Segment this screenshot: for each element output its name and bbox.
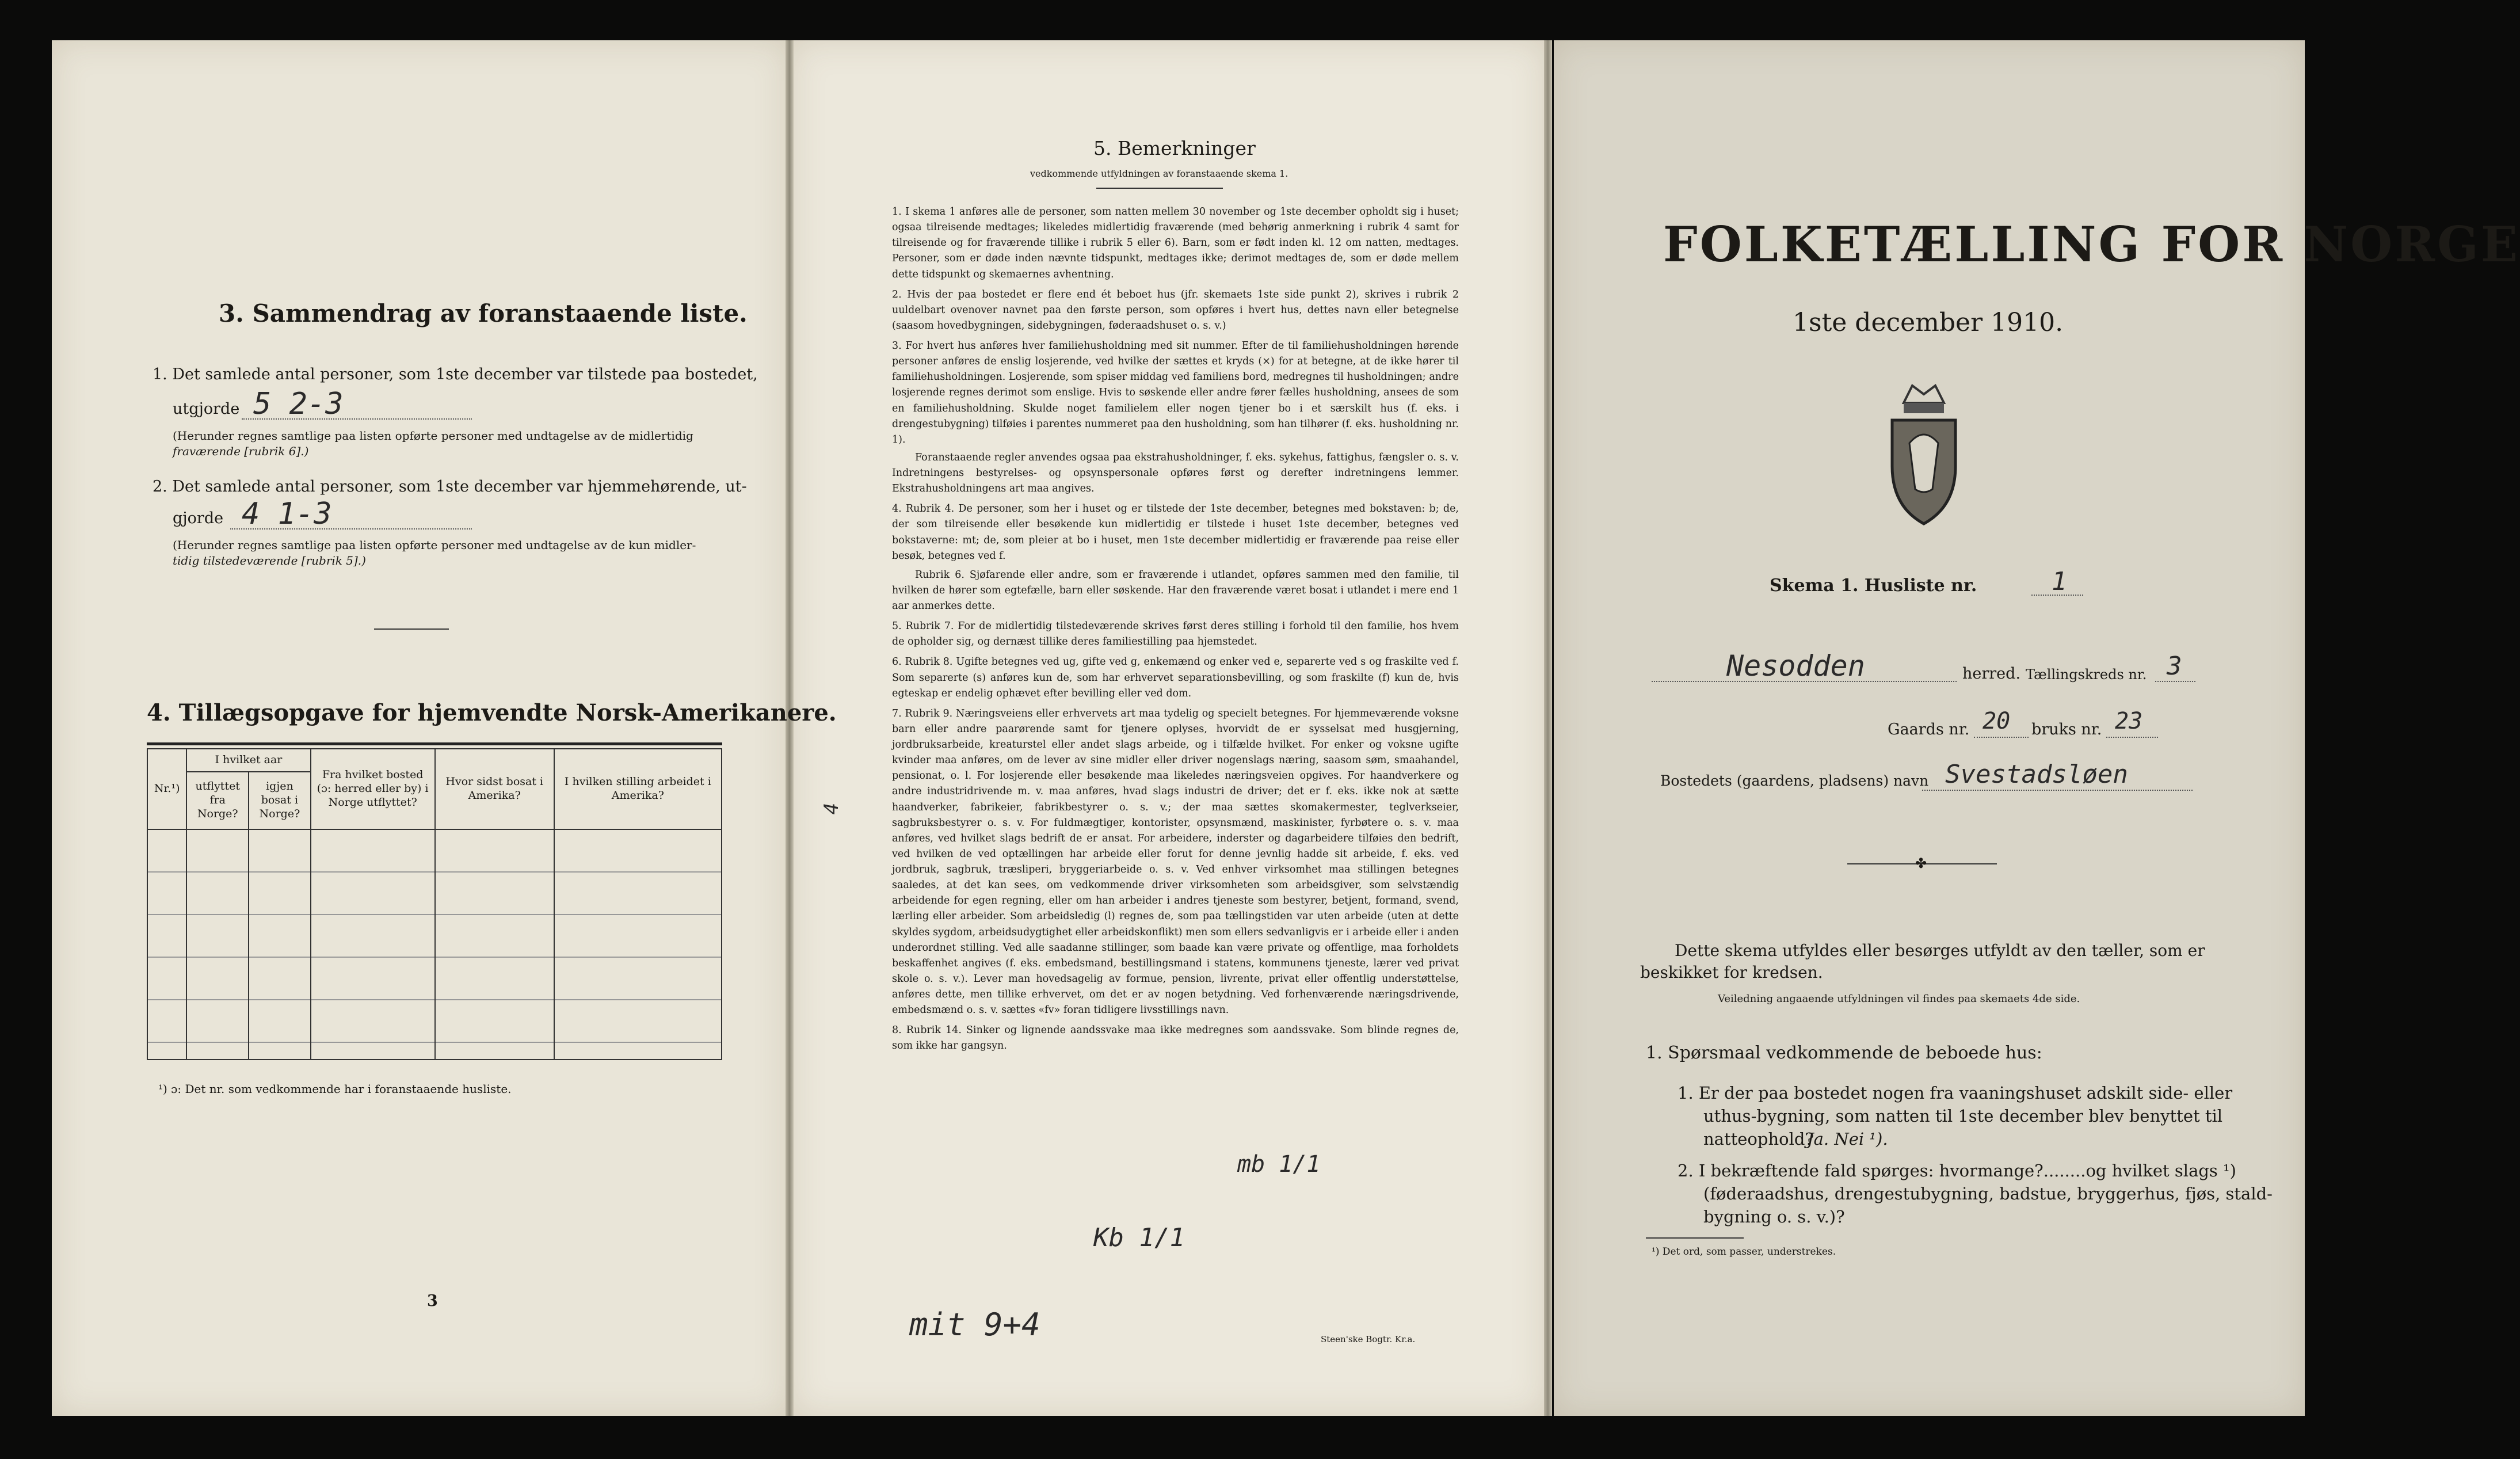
bosted-name: Svestadsløen [1945, 760, 2128, 789]
bottom-handwriting: mit 9+4 [909, 1306, 1040, 1343]
table-header: Hvor sidst bosat i Amerika? [435, 749, 554, 829]
remark-paragraph: 1. I skema 1 anføres alle de personer, som natten mellem 30 november og 1ste december opholdt sig i huset; ogsaa tilreisende medtages; likeledes midlertidig fraværende (med behørig anmerkning i rubrik 4 samt for tilreisende og for fraværende tillike i rubrik 5 eller 6). Barn, som er født inden kl. 12 om natten, medtages. Personer, som er døde inden nævnte tidspunkt, medtages ikke; derimot medtages de, som er døde mellem dette tidspunkt og skemaernes avhentning. [892, 206, 1459, 280]
skema-label: Skema 1. Husliste nr. [1770, 576, 1977, 596]
question-2: (føderaadshus, drengestubygning, badstue, bryggerhus, fjøs, stald- [1703, 1184, 2273, 1203]
main-title: FOLKETÆLLING FOR NORGE [1663, 216, 2520, 273]
margin-handwriting: 4 [820, 802, 844, 815]
bruks-line [2106, 737, 2158, 738]
table-header: Fra hvilket bosted (ɔ: herred eller by) i Norge utflyttet? [311, 749, 435, 829]
intro-text: Dette skema utfyldes eller besørges utfyldt av den tæller, som er [1675, 941, 2205, 960]
herred-label: herred. [1962, 665, 2021, 683]
remark-paragraph: 4. Rubrik 4. De personer, som her i huset og er tilstede der 1ste december, betegnes med bokstaven: b; de, der som tilreisende eller besøkende kun midlertidig er tilstede i huset 1ste december, betegnes ved bokstaverne: mt; de, som pleier at bo i huset, men 1ste december midlertidig er fraværende paa reise eller besøk, betegnes ved f. [892, 503, 1459, 562]
question-2: 2. I bekræftende fald spørges: hvormange?........og hvilket slags ¹) [1678, 1161, 2236, 1180]
q1-note: (Herunder regnes samtlige paa listen opførte personer med undtagelse av de midlertidig [173, 429, 693, 443]
census-date: 1ste december 1910. [1793, 308, 2064, 337]
page-number: 3 [427, 1292, 438, 1310]
question-1: natteophold? [1703, 1129, 1814, 1149]
q2-prefix: gjorde [173, 509, 224, 527]
section3-title: 3. Sammendrag av foranstaaende liste. [219, 299, 748, 327]
section1-title: 1. Spørsmaal vedkommende de beboede hus: [1646, 1043, 2042, 1063]
question-1-answer: Ja. Nei ¹). [1807, 1129, 1888, 1149]
bosted-line [1922, 790, 2193, 791]
ornament-icon: ✤ [1915, 855, 1927, 871]
bruks-number: 23 [2115, 708, 2143, 734]
gaards-number: 20 [1983, 708, 2011, 734]
printer-mark: Steen'ske Bogtr. Kr.a. [1321, 1334, 1416, 1344]
q1-text: 1. Det samlede antal personer, som 1ste december var tilstede paa bostedet, [153, 365, 758, 383]
bosted-label: Bostedets (gaardens, pladsens) navn [1660, 772, 1929, 789]
coat-of-arms-icon [1886, 380, 1961, 529]
tk-label: Tællingskreds nr. [2026, 666, 2147, 683]
remarks-subtitle: vedkommende utfyldningen av foranstaaende skema 1. [1030, 168, 1288, 179]
intro-text: beskikket for kredsen. [1640, 963, 1823, 982]
remark-paragraph: 2. Hvis der paa bostedet er flere end ét beboet hus (jfr. skemaets 1ste side punkt 2), skrives i rubrik 2 uuldelbart ovenover navnet paa den første person, som opføres i hvert hus, dettes navn eller betegnelse (saasom hovedbygningen, sidebygningen, føderaadshuset o. s. v.) [892, 288, 1459, 332]
intro-note: Veiledning angaaende utfyldningen vil findes paa skemaets 4de side. [1718, 993, 2080, 1005]
gaards-line [1974, 737, 2029, 738]
tk-line [2155, 681, 2195, 682]
table-footnote: ¹) ɔ: Det nr. som vedkommende har i foranstaaende husliste. [158, 1082, 512, 1096]
q2-text: 2. Det samlede antal personer, som 1ste december var hjemmehørende, ut- [153, 478, 747, 496]
question-1: uthus-bygning, som natten til 1ste december blev benyttet til [1703, 1106, 2223, 1126]
remark-paragraph: 6. Rubrik 8. Ugifte betegnes ved ug, gifte ved g, enkemænd og enker ved e, separerte ved s og fraskilte ved f. Som separerte (s) anføres kun de, som har erhvervet separationsbevilling, og som fraskilte (f) kun de, hvis egteskap er endelig ophævet efter bevilling eller ved dom. [892, 656, 1459, 699]
q1-prefix: utgjorde [173, 400, 240, 418]
remarks-title: 5. Bemerkninger [1093, 137, 1256, 159]
table-row [147, 829, 722, 1060]
page-fold [1544, 40, 1552, 1416]
q2-handwritten: 4 1-3 [242, 497, 332, 531]
section4-title: 4. Tillægsopgave for hjemvendte Norsk-Amerikanere. [147, 699, 837, 726]
remark-paragraph: Rubrik 6. Sjøfarende eller andre, som er fraværende i utlandet, opføres sammen med den familie, til hvilken de hører som egtefælle, barn eller søskende. Har den fraværende været bosat i utlandet i mere end 1 aar anmerkes dette. [892, 569, 1459, 612]
table-header: igjen bosat i Norge? [249, 772, 310, 829]
tk-number: 3 [2167, 652, 2182, 681]
remark-paragraph: 8. Rubrik 14. Sinker og lignende aandssvake maa ikke medregnes som aandssvake. Som blinde regnes de, som ikke har gangsyn. [892, 1024, 1459, 1052]
table-header-group: I hvilket aar [186, 749, 310, 772]
question-2: bygning o. s. v.)? [1703, 1207, 1845, 1226]
remark-paragraph: Foranstaaende regler anvendes ogsaa paa ekstrahusholdninger, f. eks. sykehus, fattighus, fængsler o. s. v. Indretningens bestyrelses- og opsynspersonale opføres først og derefter indretningens lemmer. Ekstrahusholdningens art maa angives. [892, 451, 1459, 495]
herred-name: Nesodden [1726, 649, 1865, 683]
question-1: 1. Er der paa bostedet nogen fra vaaningshuset adskilt side- eller [1678, 1083, 2233, 1103]
table-header: Nr.¹) [147, 749, 186, 829]
left-page [52, 40, 788, 1416]
page-fold [786, 40, 794, 1416]
q2-note: (Herunder regnes samtlige paa listen opførte personer med undtagelse av de kun midler- [173, 538, 696, 552]
q2-note: tidig tilstedeværende [rubrik 5].) [173, 554, 366, 567]
divider [374, 628, 449, 630]
bruks-label: bruks nr. [2031, 721, 2102, 738]
footnote: ¹) Det ord, som passer, understrekes. [1652, 1246, 1836, 1258]
husliste-number: 1 [2052, 567, 2067, 596]
q1-note: fraværende [rubrik 6].) [173, 444, 309, 458]
divider [1646, 1237, 1744, 1239]
remark-paragraph: 3. For hvert hus anføres hver familiehusholdning med sit nummer. Efter de til familiehusholdningen hørende personer anføres de enslig losjerende, ved hvilke der sættes et kryds (×) for at betegne, at de ikke hører til familiehusholdningen. Losjerende, som spiser middag ved familiens bord, medregnes til husholdningen; andre losjerende regnes derimot som enslige. Hvis to søskende eller andre fører fælles husholdning, ansees de som en familiehusholdning. Skulde noget familielem eller nogen tjener bo i et særskilt hus (f. eks. i drengestubygning) tilføies i parentes nummeret paa den husholdning, som han tilhører (f. eks. husholdning nr. 1). [892, 340, 1459, 445]
table-top-rule [147, 742, 722, 745]
remark-paragraph: 7. Rubrik 9. Næringsveiens eller erhvervets art maa tydelig og specielt betegnes. For hjemmeværende voksne barn eller andre paarørende samt for tjenere oplyses, hvorvidt de er sysselsat med husgjerning, jordbruksarbeide, kreaturstel eller andet slags arbeide, og i tilfælde hvilket. For enker og voksne ugifte kvinder maa anføres, om de lever av sine midler eller driver nogenslags næring, saasom søm, smaahandel, pensionat, o. l. For losjerende eller besøkende maa likeledes næringsveien opgives. For haandverkere og andre industridrivende m. v. maa anføres, hvad slags industri de driver; det er f. eks. ikke nok at sætte haandverker, fabrikeier, fabrikbestyrer o. s. v.; der maa sættes skomakermester, teglverkseier, sagbruksbestyrer o. s. v. For fuldmægtiger, kontorister, opsynsmænd, maskinister, fyrbøtere o. s. v. maa anføres, ved hvilket slags bedrift de er ansat. For arbeidere, inderster og dagarbeidere tilføies den bedrift, ved hvilken de ved optællingen har arbeide eller forut for denne jevnlig hadde sit arbeide, f. eks. ved jordbruk, sagbruk, træsliperi, bryggeriarbeide o. s. v. Ved enhver virksomhet maa stillingen betegnes saaledes, at det kan sees, om vedkommende driver virksomheten som arbeidsgiver, som selvstændig arbeidende for egen regning, eller om han arbeider i andres tjeneste som bestyrer, betjent, formand, svend, lærling eller arbeider. Som arbeidsledig (l) regnes de, som paa tællingstiden var uten arbeide (uten at dette skyldes sygdom, arbeidsudygtighet eller arbeidskonflikt) men som ellers sedvanligvis er i arbeide eller i anden underordnet stilling. Ved alle saadanne stillinger, som baade kan være private og offentlige, maa forholdets beskaffenhet angives (f. eks. embedsmand, bestillingsmand i statens, kommunens tjeneste, lærer ved privat skole o. s. v.). Lever man hovedsagelig av formue, pension, livrente, privat eller offentlig understøttelse, anføres dette, men tillike erhvervet, om det er av nogen betydning. Ved forhenværende næringsdrivende, embedsmænd o. s. v. sættes «fv» foran tidligere livsstillings navn. [892, 707, 1459, 1016]
remarks-text [892, 204, 1459, 1054]
gaards-label: Gaards nr. [1888, 721, 1970, 738]
norsk-amerikanere-table [147, 748, 722, 1060]
table-header: utflyttet fra Norge? [186, 772, 249, 829]
divider [1096, 188, 1223, 189]
q1-handwritten: 5 2-3 [253, 387, 344, 421]
annotation-handwriting: mb 1/1 [1237, 1151, 1321, 1178]
remark-paragraph: 5. Rubrik 7. For de midlertidig tilstedeværende skrives først deres stilling i forhold til den familie, hos hvem de opholder sig, og dernæst tillike deres familiestilling paa hjemstedet. [892, 620, 1459, 648]
table-header: I hvilken stilling arbeidet i Amerika? [554, 749, 722, 829]
annotation-handwriting: Kb 1/1 [1093, 1223, 1185, 1252]
